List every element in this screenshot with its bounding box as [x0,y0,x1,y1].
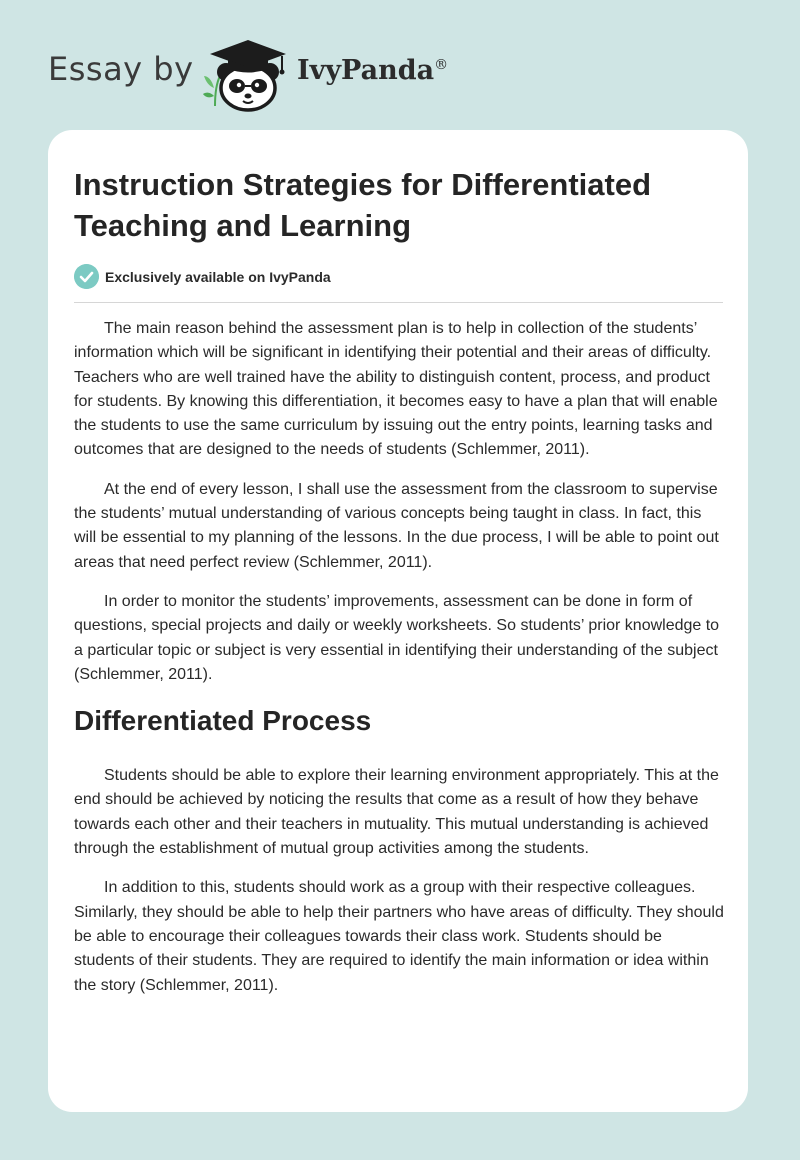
article-body [74,317,724,1013]
site-header [0,0,800,130]
paragraph: At the end of every lesson, I shall use the assessment from the classroom to supervise the students’ mutual understanding of various concepts being taught in class. In fact, this will be essential to my planning of the lessons. In the due process, I will be able to point out areas that need perfect review (Schlemmer, 2011). [74,480,719,571]
panda-logo-icon[interactable] [202,36,294,112]
paragraph: Students should be able to explore their learning environment appropriately. This at the end should be achieved by noticing the results that come as a result of how they behave towards each other and their teachers in mutuality. This mutual understanding is achieved through the establishment of mutual group activities among the students. [74,767,719,858]
brand-label: IvyPanda [297,55,435,86]
divider [74,302,723,303]
brand-name[interactable] [297,55,448,86]
essay-by-label: Essay by [48,50,194,88]
paragraph: In addition to this, students should work as a group with their respective colleagues. Similarly, they should be able to help their partners who have areas of difficulty. They should be able to encourage their colleagues towards their class work. Students should be students of their students. They are required to identify the main information or idea within the story (Schlemmer, 2011). [74,879,724,994]
paragraph: In order to monitor the students’ improvements, assessment can be done in form of questions, special projects and daily or weekly worksheets. So students’ prior knowledge to a particular topic or subject is very essential in identifying their understanding of the subject (Schlemmer, 2011). [74,592,720,683]
page-title: Instruction Strategies for Differentiated Teaching and Learning [74,167,652,243]
check-circle-icon [74,264,99,289]
section-heading: Differentiated Process [74,705,372,737]
registered-mark: ® [434,57,449,73]
paragraph: The main reason behind the assessment plan is to help in collection of the students’ information which will be significant in identifying their potential and their areas of difficulty. Teachers who are well trained have the ability to distinguish content, process, and product for students. By knowing this differentiation, it becomes easy to have a plan that will enable the students to use the same curriculum by issuing out the entry points, learning tasks and outcomes that are designed to the needs of students (Schlemmer, 2011). [74,320,718,459]
exclusive-badge-label: Exclusively available on IvyPanda [105,269,331,285]
article-card [48,130,748,1112]
